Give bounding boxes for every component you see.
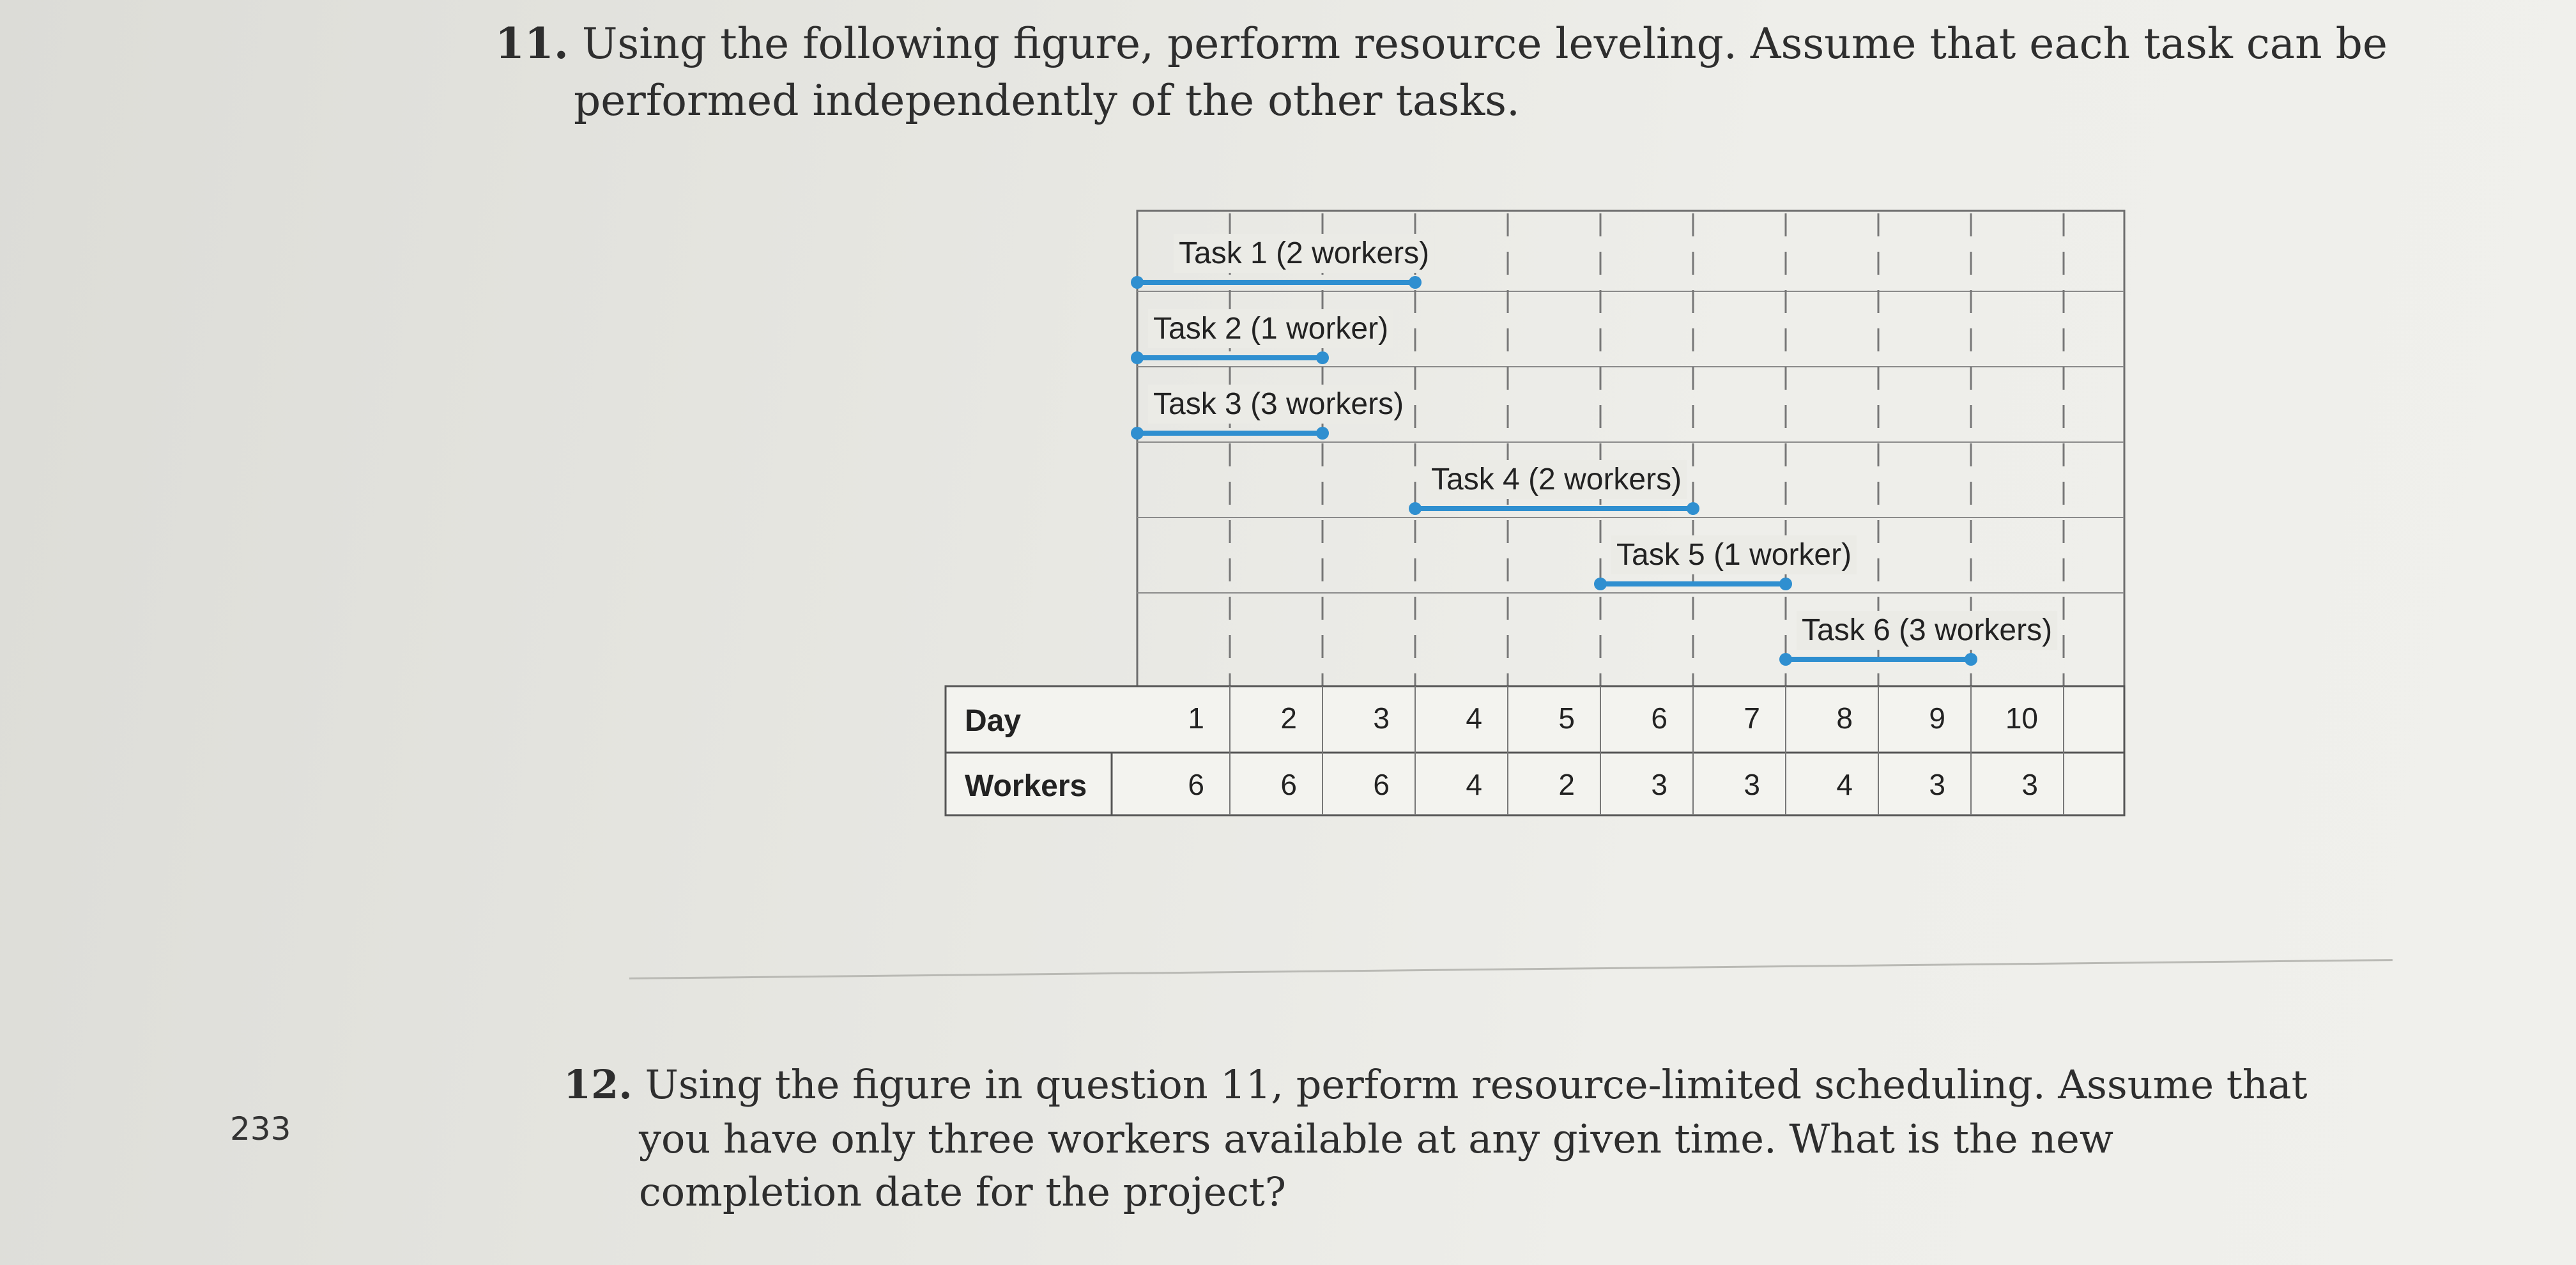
question-11-text-1: Using the following figure, perform resource leveling. Assume that each task can be (581, 19, 2388, 68)
workers-count: 3 (1929, 768, 1945, 801)
workers-count: 4 (1836, 768, 1853, 801)
workers-count: 3 (1744, 768, 1760, 801)
task-start-dot (1131, 276, 1144, 289)
task-label: Task 4 (2 workers) (1431, 463, 1682, 496)
task-start-dot (1779, 653, 1792, 666)
workers-count: 6 (1373, 768, 1390, 801)
task-end-dot (1687, 502, 1699, 515)
task-start-dot (1131, 351, 1144, 364)
day-number: 4 (1466, 702, 1482, 735)
task-start-dot (1594, 578, 1607, 590)
day-row-label: Day (965, 704, 1022, 738)
question-11-number: 11. (495, 19, 569, 68)
question-12-line-2: you have only three workers available at any given time. What is the new (639, 1116, 2113, 1162)
day-number: 9 (1929, 702, 1945, 735)
question-12-line-1 (564, 1054, 2308, 1116)
task-label: Task 1 (2 workers) (1179, 236, 1430, 270)
day-number: 6 (1651, 702, 1667, 735)
workers-count: 2 (1558, 768, 1575, 801)
day-number: 5 (1558, 702, 1575, 735)
resource-table (946, 686, 2124, 815)
task-end-dot (1316, 427, 1329, 440)
day-number: 3 (1373, 702, 1390, 735)
question-12-line-3: completion date for the project? (639, 1169, 1287, 1215)
day-number: 10 (2005, 702, 2038, 735)
day-number: 7 (1744, 702, 1760, 735)
workers-count: 3 (1651, 768, 1667, 801)
workers-count: 4 (1466, 768, 1482, 801)
workers-count: 6 (1280, 768, 1297, 801)
task-label: Task 3 (3 workers) (1153, 387, 1404, 421)
question-11-line-2: performed independently of the other tasks. (574, 76, 1521, 125)
task-end-dot (1965, 653, 1977, 666)
task-end-dot (1316, 351, 1329, 364)
task-end-dot (1409, 276, 1422, 289)
task-label: Task 6 (3 workers) (1802, 613, 2053, 647)
task-label: Task 5 (1 worker) (1616, 538, 1852, 572)
task-start-dot (1409, 502, 1422, 515)
workers-count: 6 (1188, 768, 1204, 801)
day-number: 2 (1280, 702, 1297, 735)
gantt-chart-svg (939, 198, 2128, 939)
question-12-text-1: Using the figure in question 11, perform resource-limited scheduling. Assume that (645, 1061, 2308, 1108)
section-divider (629, 959, 2393, 979)
task-label: Task 2 (1 worker) (1153, 312, 1389, 346)
gantt-chart (939, 198, 2128, 939)
day-number: 8 (1836, 702, 1853, 735)
page-number: 233 (230, 1110, 291, 1147)
question-11-line-1 (495, 13, 2388, 75)
question-12-number: 12. (564, 1061, 632, 1108)
workers-row-label: Workers (965, 769, 1087, 803)
workers-count: 3 (2021, 768, 2038, 801)
task-end-dot (1779, 578, 1792, 590)
task-start-dot (1131, 427, 1144, 440)
day-number: 1 (1188, 702, 1204, 735)
